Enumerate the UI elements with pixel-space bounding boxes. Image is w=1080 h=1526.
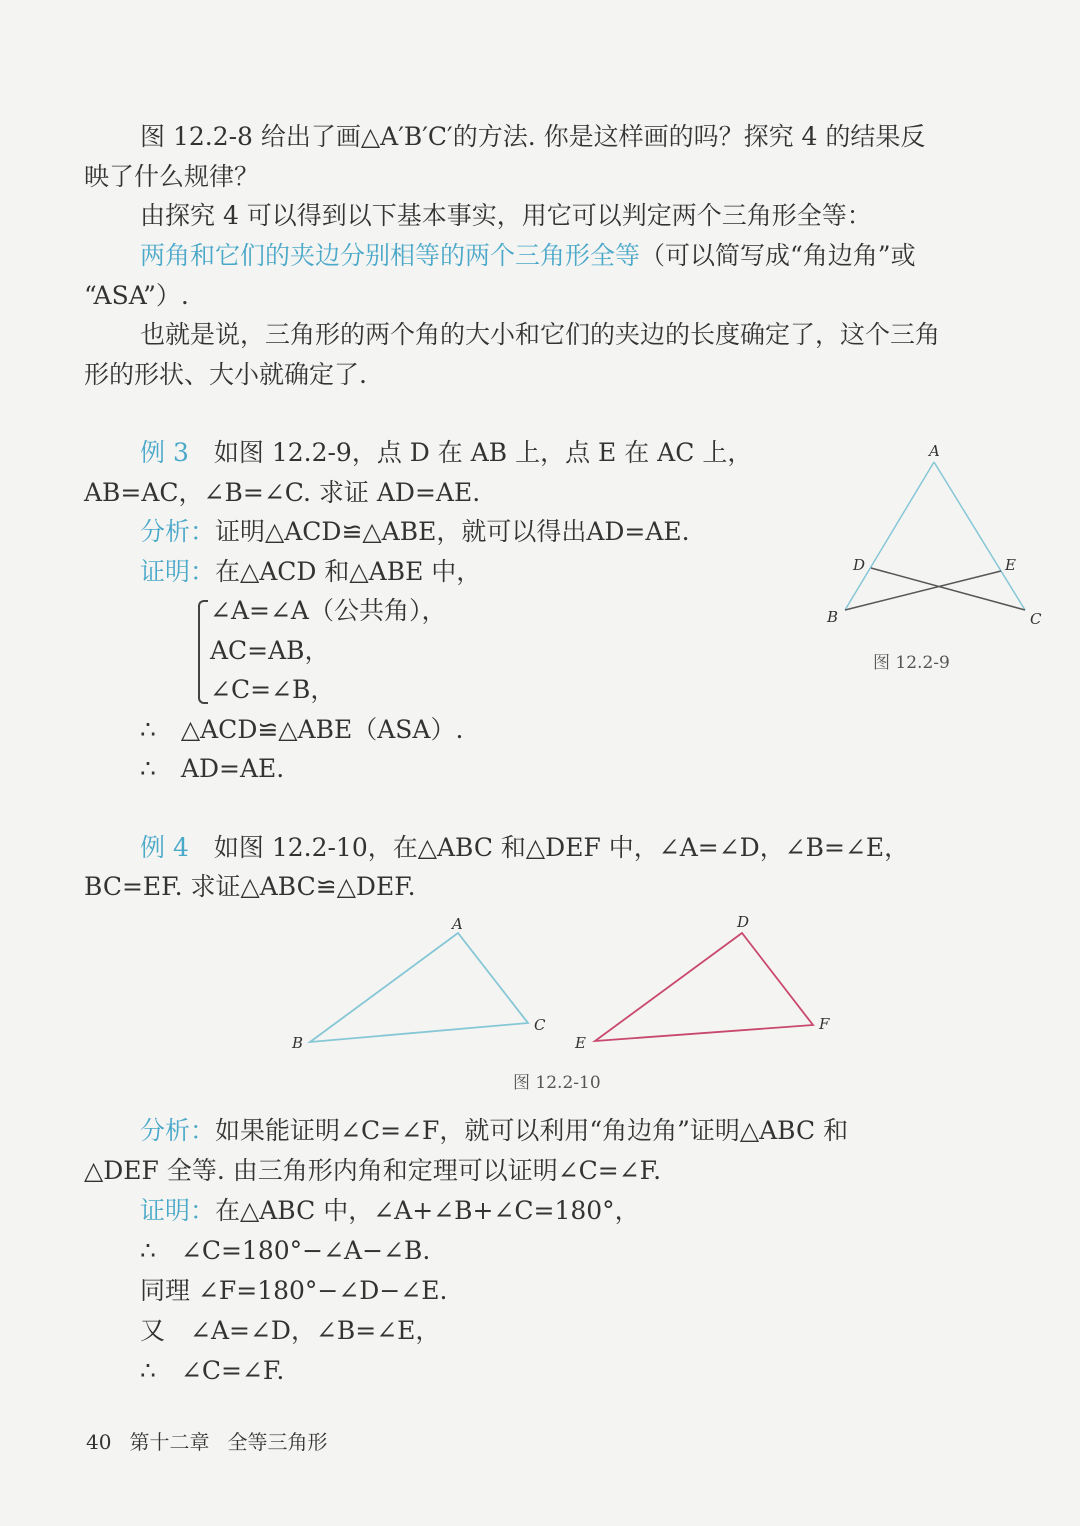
proof-condition: ∠A=∠A（公共角）， bbox=[210, 596, 447, 625]
figure-caption: 图 12.2-9 bbox=[873, 653, 950, 673]
vertex-label-d: D bbox=[853, 556, 866, 574]
page-footer bbox=[86, 1428, 345, 1456]
proof-conclusion: ∴ △ACD≌△ABE（ASA）. bbox=[140, 715, 464, 744]
vertex-label-a: A bbox=[452, 915, 463, 933]
proof-line: ∴ ∠C=∠F. bbox=[140, 1356, 285, 1385]
example4-text: 如图 12.2-10，在△ABC 和△DEF 中，∠A=∠D，∠B=∠E， bbox=[213, 833, 910, 862]
paragraph-line: 形的形状、大小就确定了. bbox=[84, 360, 367, 389]
analysis-text: 证明△ACD≌△ABE，就可以得出AD=AE. bbox=[215, 517, 690, 546]
paragraph-line: 也就是说，三角形的两个角的大小和它们的夹边的长度确定了，这个三角 bbox=[140, 320, 941, 349]
vertex-label-c: C bbox=[534, 1016, 546, 1034]
analysis-text: 如果能证明∠C=∠F，就可以利用“角边角”证明△ABC 和 bbox=[215, 1116, 849, 1145]
example4-analysis bbox=[140, 1114, 848, 1148]
asa-statement bbox=[140, 239, 916, 273]
proof-conclusion: ∴ AD=AE. bbox=[140, 754, 285, 783]
side-ac bbox=[934, 462, 1025, 610]
example4-proof bbox=[140, 1194, 640, 1228]
proof-line: 又 ∠A=∠D，∠B=∠E， bbox=[140, 1316, 441, 1345]
vertex-label-b: B bbox=[827, 608, 839, 626]
proof-condition: AC=AB， bbox=[210, 636, 330, 665]
figure-caption: 图 12.2-10 bbox=[513, 1073, 601, 1093]
vertex-label-d: D bbox=[737, 913, 750, 931]
segment-dc bbox=[871, 568, 1025, 610]
proof-label: 证明： bbox=[140, 1196, 216, 1225]
chapter-number: 第十二章 bbox=[129, 1430, 210, 1454]
example4-heading bbox=[140, 831, 909, 865]
example3-label: 例 3 bbox=[140, 438, 189, 467]
asa-highlight: 两角和它们的夹边分别相等的两个三角形全等 bbox=[140, 241, 641, 270]
proof-line: 同理 ∠F=180°−∠D−∠E. bbox=[140, 1276, 448, 1305]
proof-intro: 在△ACD 和△ABE 中， bbox=[215, 557, 482, 586]
proof-text: 在△ABC 中，∠A+∠B+∠C=180°， bbox=[215, 1196, 640, 1225]
condition-brace bbox=[198, 600, 208, 704]
triangle-def bbox=[595, 933, 813, 1041]
example4-analysis-line2: △DEF 全等. 由三角形内角和定理可以证明∠C=∠F. bbox=[84, 1156, 662, 1185]
analysis-label: 分析： bbox=[140, 517, 216, 546]
vertex-label-f: F bbox=[819, 1015, 830, 1033]
example3-line2: AB=AC，∠B=∠C. 求证 AD=AE. bbox=[84, 478, 481, 507]
vertex-label-a: A bbox=[929, 442, 940, 460]
example3-analysis bbox=[140, 515, 690, 549]
analysis-label: 分析： bbox=[140, 1116, 216, 1145]
paragraph-line: 由探究 4 可以得到以下基本事实，用它可以判定两个三角形全等： bbox=[140, 201, 872, 230]
vertex-label-e: E bbox=[1005, 556, 1016, 574]
side-ab bbox=[845, 462, 934, 610]
example3-heading bbox=[140, 436, 752, 470]
paragraph-line: “ASA”）. bbox=[84, 281, 189, 310]
figure-12-2-9 bbox=[820, 440, 1060, 640]
example4-label: 例 4 bbox=[140, 833, 189, 862]
chapter-title: 全等三角形 bbox=[227, 1430, 328, 1454]
proof-line: ∴ ∠C=180°−∠A−∠B. bbox=[140, 1236, 431, 1265]
example4-line2: BC=EF. 求证△ABC≌△DEF. bbox=[84, 872, 416, 901]
asa-rest: （可以简写成“角边角”或 bbox=[640, 241, 916, 270]
proof-label: 证明： bbox=[140, 557, 216, 586]
page-number: 40 bbox=[86, 1430, 112, 1454]
figure-12-2-10 bbox=[290, 915, 850, 1060]
example3-text: 如图 12.2-9，点 D 在 AB 上，点 E 在 AC 上， bbox=[213, 438, 753, 467]
example3-proof bbox=[140, 555, 481, 589]
vertex-label-e: E bbox=[575, 1034, 586, 1052]
proof-condition: ∠C=∠B， bbox=[210, 675, 336, 704]
paragraph-line: 映了什么规律？ bbox=[84, 162, 260, 191]
vertex-label-b: B bbox=[292, 1034, 304, 1052]
paragraph-line: 图 12.2-8 给出了画△A′B′C′的方法. 你是这样画的吗？探究 4 的结果反 bbox=[140, 122, 926, 151]
vertex-label-c: C bbox=[1030, 610, 1042, 628]
segment-eb bbox=[845, 571, 1001, 610]
triangle-abc bbox=[310, 933, 528, 1042]
